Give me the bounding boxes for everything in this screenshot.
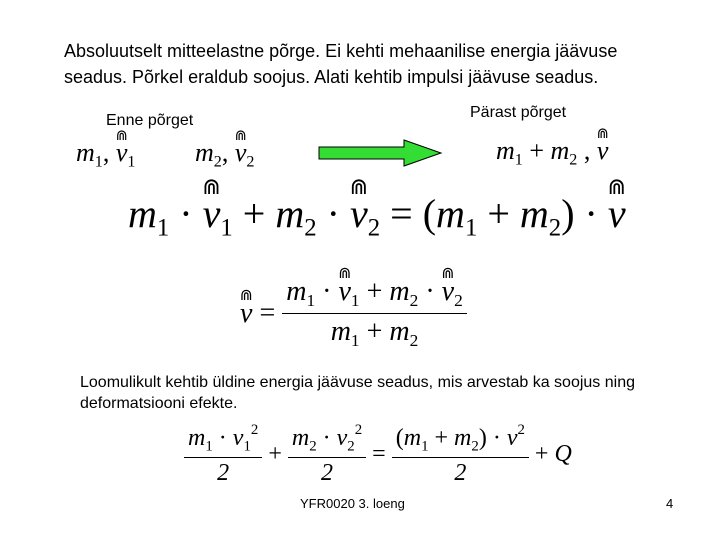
momentum-conservation-equation: $m_1$ · ⋒ $v_1 + m_2$ · ⋒ $v_2 = (m_1 + m_2)$ · ⋒ v: [128, 190, 626, 243]
intro-text: Absoluutselt mitteelastne põrge. Ei kehti mehaanilise energia jäävuse seadus. Põrkel eraldub soojus. Alati kehtib impulsi jäävuse seadus.: [64, 41, 618, 87]
after-collision-label: Pärast põrget: [470, 104, 567, 121]
footer-course-label: YFR0020 3. loeng: [300, 496, 405, 511]
energy-conservation-equation: $\frac{m_1 \cdot v_1^2}{2}$ + $\frac{m_2 \cdot v_2^2}{2}$ = $\frac{(m_1 + m_2) \cdot v^2}{2}$ + Q: [184, 422, 572, 487]
collision-arrow: [318, 138, 444, 168]
body1-symbols: $m_1$, ⋒ $v_1$: [76, 138, 135, 172]
before-collision-label: Enne põrget: [106, 112, 194, 129]
merged-body-symbols: $m_1 + m_2$ , ⋒ v: [496, 136, 608, 170]
final-velocity-equation: ⋒ v = $\frac{m_1 \cdot ⋒ v_1 + m_2 \cdot ⋒ v_2}{m_1 + m_2}$: [240, 276, 467, 351]
page-number: 4: [666, 496, 674, 511]
energy-conservation-note: Loomulikult kehtib üldine energia jäävuse seadus, mis arvestab ka soojus ning deformatsiooni efekte.: [80, 374, 635, 412]
body2-symbols: $m_2$, ⋒ $v_2$: [195, 138, 254, 172]
